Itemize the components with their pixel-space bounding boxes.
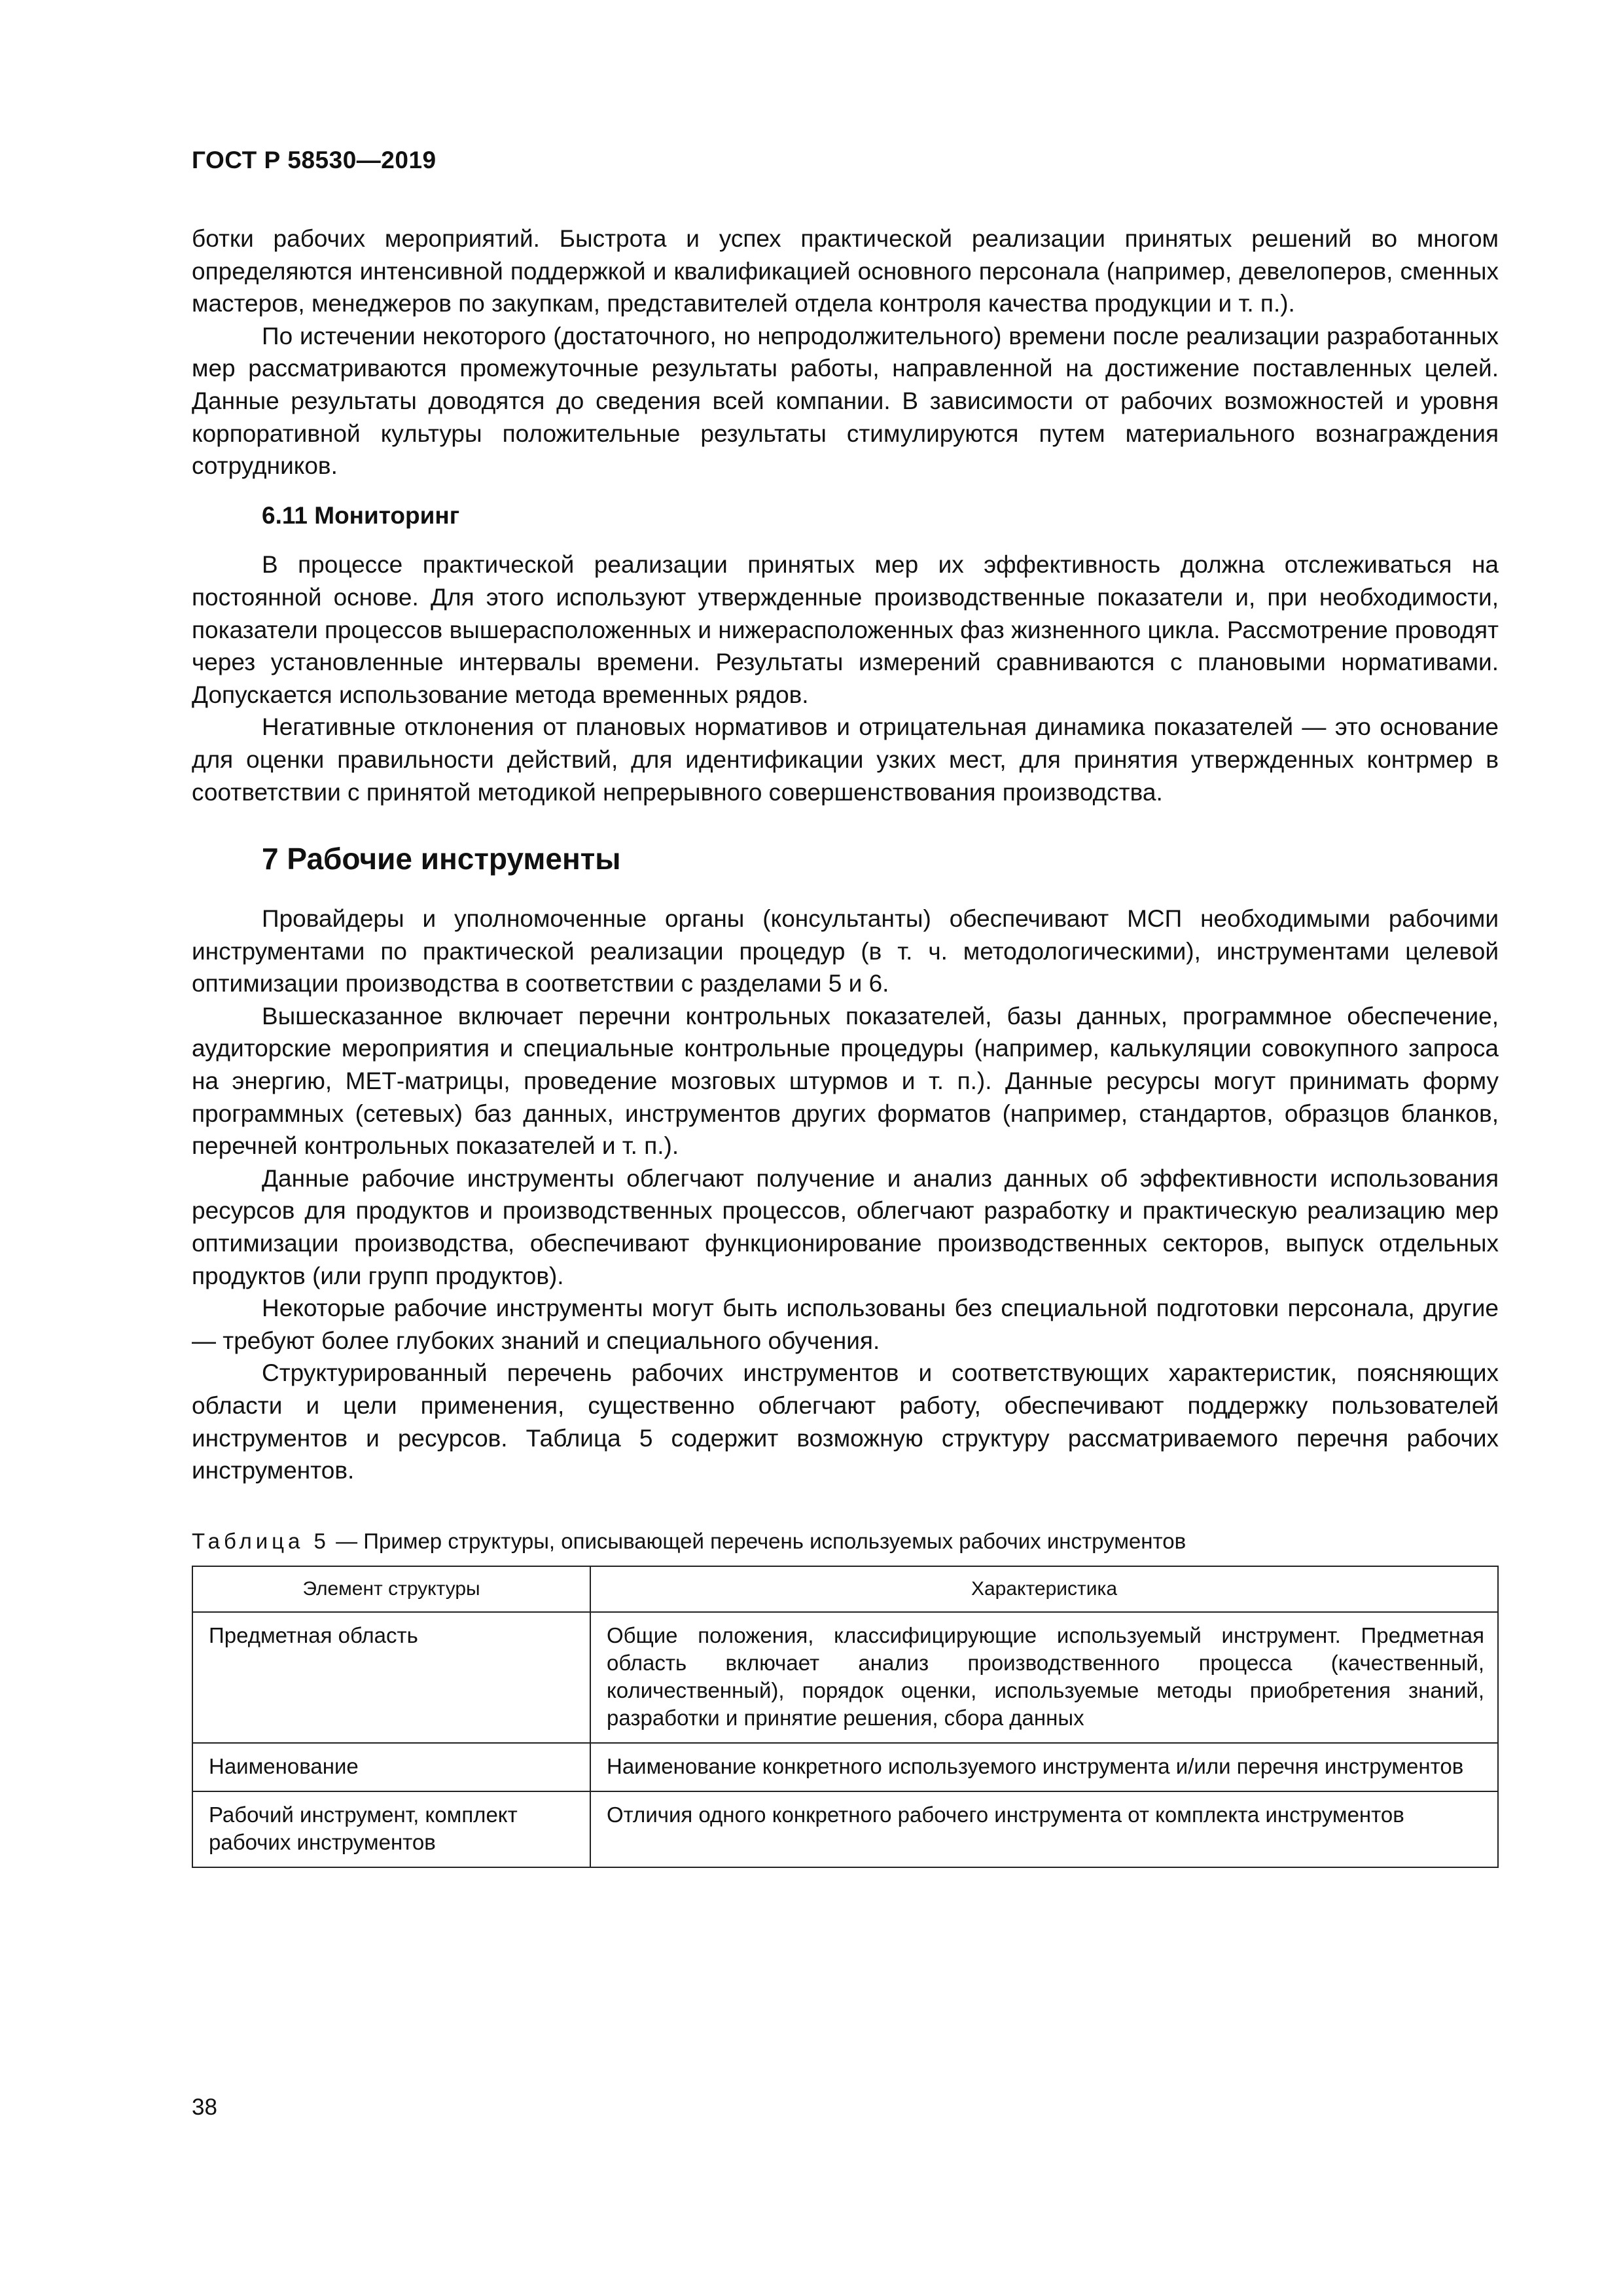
table-caption [192,1528,1499,1555]
paragraph: Провайдеры и уполномоченные органы (консультанты) обеспечивают МСП необходимыми рабочими инструментами по практической реализации процедур (в т. ч. методологическими), инструментами целевой оптимизации производства в соответствии с разделами 5 и 6. [192,905,1499,997]
paragraph: Некоторые рабочие инструменты могут быть использованы без специальной подготовки персонала, другие — требуют более глубоких знаний и специального обучения. [192,1295,1499,1354]
table-cell: Наименование конкретного используемого инструмента и/или перечня инструментов [590,1743,1498,1791]
table-cell: Рабочий инструмент, комплект рабочих инструментов [192,1791,590,1867]
table-header-row [192,1566,1498,1612]
section-heading-7: 7 Рабочие инструменты [262,842,621,876]
paragraph: Данные рабочие инструменты облегчают получение и анализ данных об эффективности использования ресурсов для продуктов и производственных процессов, облегчают разработку и практическую реализацию мер оптимизации производства, обеспечивают функционирование производственных секторов, выпуск отдельных продуктов (или групп продуктов). [192,1164,1499,1289]
table-cell: Предметная область [192,1612,590,1743]
table-caption-label: Таблица 5 [192,1528,330,1553]
paragraph: Структурированный перечень рабочих инструментов и соответствующих характеристик, поясняющих области и цели применения, существенно облегчают работу, обеспечивают поддержку пользователей инструментов и ресурсов. Таблица 5 содержит возможную структуру рассматриваемого перечня рабочих инструментов. [192,1359,1499,1484]
paragraph: Вышесказанное включает перечни контрольных показателей, базы данных, программное обеспечение, аудиторские мероприятия и специальные контрольные процедуры (например, калькуляции совокупного запроса на энергию, МЕТ-матрицы, проведение мозговых штурмов и т. п.). Данные ресурсы могут принимать форму программных (сетевых) баз данных, инструментов других форматов (например, стандартов, образцов бланков, перечней контрольных показателей и т. п.). [192,1002,1499,1160]
table-row [192,1743,1498,1791]
section-heading-6-11: 6.11 Мониторинг [262,501,460,529]
column-header-element: Элемент структуры [192,1566,590,1612]
paragraph: В процессе практической реализации принятых мер их эффективность должна отслеживаться на постоянной основе. Для этого используют утвержденные производственные показатели и, при необходимости, показатели процессов вышерасположенных и нижерасположенных фаз жизненного цикла. Рассмотрение проводят через установленные интервалы времени. Результаты измерений сравниваются с плановыми нормативами. Допускается использование метода временных рядов. [192,551,1499,708]
table-cell: Общие положения, классифицирующие используемый инструмент. Предметная область включает анализ производственного процесса (качественный, количественный), порядок оценки, используемые методы приобретения знаний, разработки и принятие решения, сбора данных [590,1612,1498,1743]
paragraph: Негативные отклонения от плановых нормативов и отрицательная динамика показателей — это основание для оценки правильности действий, для идентификации узких мест, для принятия утвержденных контрмер в соответствии с принятой методикой непрерывного совершенствования производства. [192,713,1499,806]
table-cell: Отличия одного конкретного рабочего инструмента от комплекта инструментов [590,1791,1498,1867]
page-number: 38 [192,2094,217,2120]
table-row [192,1791,1498,1867]
column-header-characteristic: Характеристика [590,1566,1498,1612]
table-caption-text: — Пример структуры, описывающей перечень используемых рабочих инструментов [329,1528,1186,1553]
structure-table [192,1566,1499,1868]
paragraph: По истечении некоторого (достаточного, но непродолжительного) времени после реализации разработанных мер рассматриваются промежуточные результаты работы, направленной на достижение поставленных целей. Данные результаты доводятся до сведения всей компании. В зависимости от рабочих возможностей и уровня корпоративной культуры положительные результаты стимулируются путем материального вознаграждения сотрудников. [192,322,1499,480]
table-row [192,1612,1498,1743]
page-content [192,223,1499,1868]
table-cell: Наименование [192,1743,590,1791]
document-header: ГОСТ Р 58530—2019 [192,147,437,173]
paragraph: ботки рабочих мероприятий. Быстрота и успех практической реализации принятых решений во многом определяются интенсивной поддержкой и квалификацией основного персонала (например, девелоперов, сменных мастеров, менеджеров по закупкам, представителей отдела контроля качества продукции и т. п.). [192,225,1499,317]
